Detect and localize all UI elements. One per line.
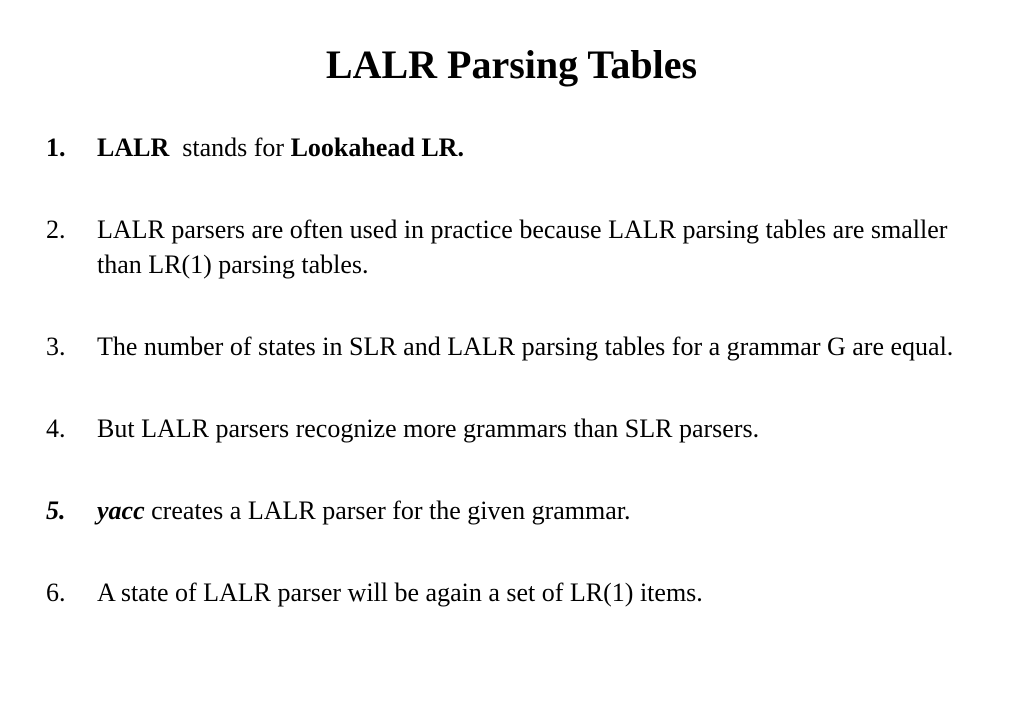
item-number: 2.: [46, 215, 66, 244]
list-item-5: [46, 493, 996, 528]
item-number: 6.: [46, 578, 66, 607]
item-text: LALR parsers are often used in practice because LALR parsing tables are smaller than LR(1) parsing tables.: [97, 215, 948, 279]
term-lookahead-lr: Lookahead LR.: [290, 133, 464, 162]
item-number: 1.: [46, 133, 66, 162]
list-item-2: [46, 212, 996, 282]
list-item-1: [46, 130, 996, 165]
list-item-3: [46, 329, 996, 364]
item-text: The number of states in SLR and LALR parsing tables for a grammar G are equal.: [97, 332, 954, 361]
term-lalr: LALR: [97, 133, 170, 162]
item-text: But LALR parsers recognize more grammars than SLR parsers.: [97, 414, 760, 443]
list-item-4: [46, 411, 996, 446]
slide-title: LALR Parsing Tables: [325, 42, 698, 87]
item-text: A state of LALR parser will be again a set of LR(1) items.: [97, 578, 703, 607]
item-text: creates a LALR parser for the given grammar.: [151, 496, 631, 525]
point-list: [46, 130, 996, 657]
item-text: stands for: [182, 133, 285, 162]
list-item-6: [46, 575, 996, 610]
term-yacc: yacc: [97, 496, 145, 525]
item-number: 5.: [46, 496, 66, 525]
item-number: 3.: [46, 332, 66, 361]
item-number: 4.: [46, 414, 66, 443]
